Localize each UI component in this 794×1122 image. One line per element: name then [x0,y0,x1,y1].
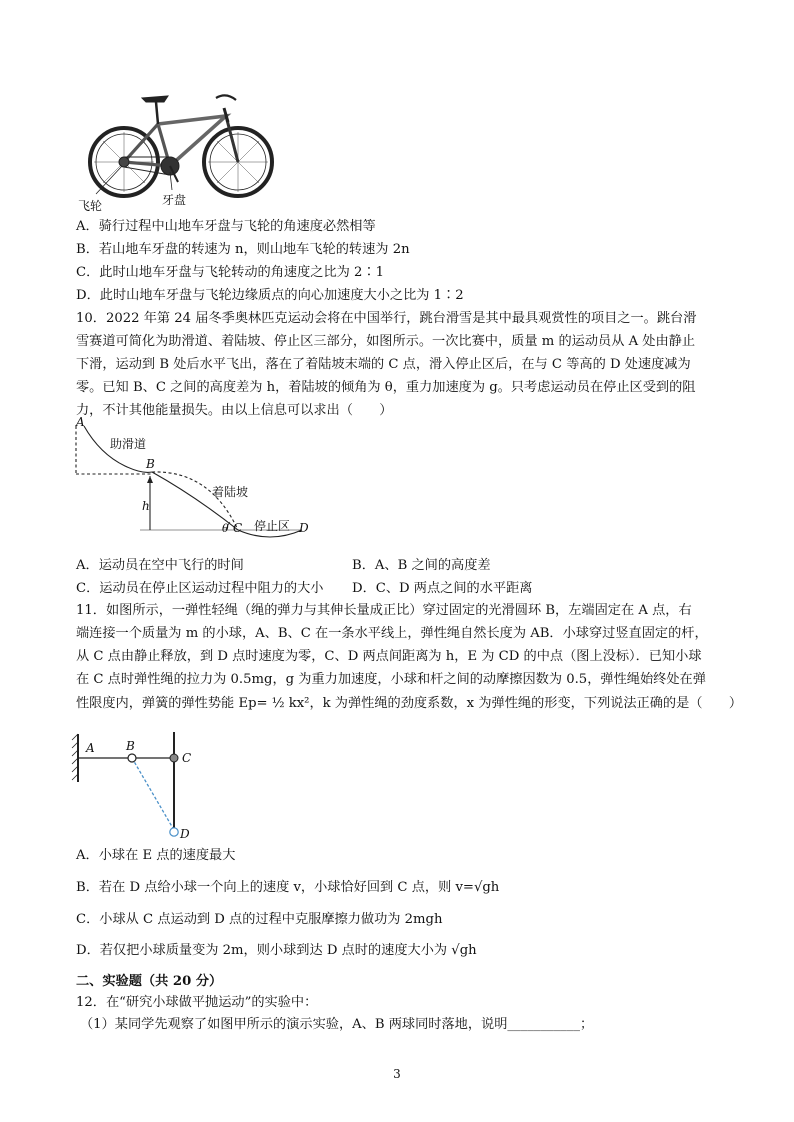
ball-c [170,754,178,762]
elastic-rope-figure [68,730,208,842]
q12-part-1: （1）某同学先观察了如图甲所示的演示实验，A、B 两球同时落地，说明___________； [80,1017,594,1032]
q10-option-d: D．C、D 两点之间的水平距离 [352,581,533,596]
q11-option-d: D．若仅把小球质量变为 2m，则小球到达 D 点时的速度大小为 √gh [76,943,477,958]
ring-b [128,754,136,762]
q11-option-a: A．小球在 E 点的速度最大 [76,848,236,863]
label-d: D [299,521,309,535]
rope-label-b: B [126,739,135,753]
chainring-label: 牙盘 [162,193,187,207]
q9-option-a: A．骑行过程中山地车牙盘与飞轮的角速度必然相等 [76,219,376,234]
q12-stem: 12．在“研究小球做平抛运动”的实验中： [76,995,318,1010]
label-stop: 停止区 [254,519,291,533]
q11-line-5: 性限度内，弹簧的弹性势能 Ep= ½ kx²，k 为弹性绳的劲度系数，x 为弹性绳的形变，下列说法正确的是（ ） [76,696,743,711]
label-slope: 着陆坡 [212,485,249,499]
rope-label-d: D [180,827,190,841]
q11-line-1: 11．如图所示，一弹性轻绳（绳的弹力与其伸长量成正比）穿过固定的光滑圆环 B，左端固定在 A 点，右 [76,603,692,618]
q10-line-1: 10．2022 年第 24 届冬季奥林匹克运动会将在中国举行，跳台滑雪是其中最具观赏性的项目之一。跳台滑 [76,311,697,326]
section-heading-experiment: 二、实验题（共 20 分） [76,974,223,989]
q9-option-b: B．若山地车牙盘的转速为 n，则山地车飞轮的转速为 2n [76,242,410,257]
ski-jump-figure [70,414,330,546]
flywheel-label: 飞轮 [78,199,103,213]
q10-option-a: A．运动员在空中飞行的时间 [76,558,244,573]
label-theta: θ [222,522,229,535]
q10-line-3: 下滑，运动到 B 处后水平飞出，落在了着陆坡末端的 C 点，滑入停止区后，在与 C 等高的 D 处速度减为 [76,357,691,372]
q10-line-5: 力，不计其他能量损失。由以上信息可以求出（ ） [76,403,393,418]
label-h: h [142,499,150,513]
label-c: C [233,521,243,535]
page-number: 3 [393,1067,401,1081]
q11-line-2: 端连接一个质量为 m 的小球，A、B、C 在一条水平线上，弹性绳自然长度为 AB．小球穿过竖直固定的杆， [76,626,708,641]
rope-label-c: C [182,751,192,765]
label-run: 助滑道 [110,437,147,451]
ball-d [170,828,178,836]
q10-option-b: B．A、B 之间的高度差 [352,558,491,573]
q10-line-4: 零。已知 B、C 之间的高度差为 h，着陆坡的倾角为 θ，重力加速度为 g。只考虑运动员在停止区受到的阻 [76,380,696,395]
q10-option-c: C．运动员在停止区运动过程中阻力的大小 [76,581,324,596]
q11-option-c: C．小球从 C 点运动到 D 点的过程中克服摩擦力做功为 2mgh [76,912,443,927]
q11-line-3: 从 C 点由静止释放，到 D 点时速度为零，C、D 两点间距离为 h，E 为 CD 的中点（图上没标）．已知小球 [76,649,702,664]
q11-option-b: B．若在 D 点给小球一个向上的速度 v，小球恰好回到 C 点，则 v=√gh [76,880,500,895]
q10-line-2: 雪赛道可简化为助滑道、着陆坡、停止区三部分，如图所示。一次比赛中，质量 m 的运动员从 A 处由静止 [76,334,696,349]
bicycle-figure [78,86,288,216]
label-b: B [146,457,155,471]
label-a: A [76,415,85,429]
q11-line-4: 在 C 点时弹性绳的拉力为 0.5mg，g 为重力加速度，小球和杆之间的动摩擦因数为 0.5，弹性绳始终处在弹 [76,672,706,687]
q9-option-d: D．此时山地车牙盘与飞轮边缘质点的向心加速度大小之比为 1∶2 [76,288,464,303]
rope-label-a: A [86,741,95,755]
q9-option-c: C．此时山地车牙盘与飞轮转动的角速度之比为 2∶1 [76,265,384,280]
